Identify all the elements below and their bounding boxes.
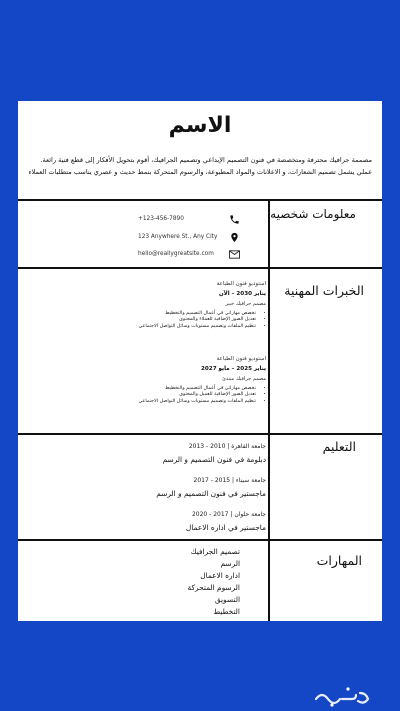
experience-bullets (26, 386, 266, 405)
list-item: • تعديل الصور الإضافية للعملاء والمحتوى (26, 317, 256, 323)
list-item: الرسوم المتحركة (187, 583, 240, 592)
contact-address-row (138, 230, 217, 244)
education-item (26, 511, 266, 532)
list-item: • تنظيم الملفات وتصميم مستويات وسائل التواصل الاجتماعي (26, 399, 256, 405)
education-university: جامعة القاهرة | 2010 - 2013 (188, 443, 266, 450)
list-item: • تعديل الصور الإضافية للعميل والمحتوى (26, 392, 256, 398)
divider (18, 433, 382, 435)
divider (18, 267, 382, 269)
divider (18, 199, 382, 201)
education-university: جامعة حلوان | 2017 - 2020 (191, 511, 266, 518)
contact-title: معلومات شخصيه (270, 207, 356, 221)
mail-icon (227, 247, 241, 261)
list-item: التسويق (214, 595, 240, 604)
list-item: • تخصص مهاراتي في أعمال التصميم والتخطيط (26, 386, 256, 392)
experience-bullets (26, 311, 266, 330)
phone-icon (227, 212, 241, 226)
email-text: hello@reallygreatsite.com (138, 251, 214, 257)
experience-item (26, 281, 266, 330)
resume-name: الاسم (168, 113, 232, 138)
experience-period: يناير 2030 – الآن (218, 291, 266, 297)
experience-title: الخبرات المهنية (284, 283, 364, 298)
education-degree: ماجستير في اداره الاعمال (185, 523, 266, 532)
experience-studio: استوديو فنون الطباعة (216, 356, 266, 362)
skills-title: المهارات (316, 553, 362, 568)
list-item: الرسم (220, 559, 240, 568)
contact-email-row (138, 247, 214, 261)
watermark-logo (312, 683, 376, 711)
divider (18, 539, 382, 541)
experience-studio: استوديو فنون الطباعة (216, 281, 266, 287)
list-item: • تنظيم الملفات وتصميم مستويات وسائل التواصل الاجتماعي (26, 324, 256, 330)
education-item (26, 443, 266, 464)
education-degree: دبلومة في فنون التصميم و الرسم (162, 455, 266, 464)
column-divider (268, 199, 270, 621)
education-degree: ماجستير في فنون التصميم و الرسم (156, 489, 266, 498)
list-item: التخطيط (213, 607, 240, 616)
list-item: • تخصص مهاراتي في أعمال التصميم والتخطيط (26, 311, 256, 317)
list-item: تصميم الجرافيك (190, 547, 240, 556)
location-pin-icon (227, 230, 241, 244)
experience-role: مصمم جرافيك خبير (225, 301, 266, 307)
intro-text: مصممة جرافيك محترفة ومتخصصة في فنون التصميم الإبداعي وتصميم الجرافيك، أقوم بتحويل الأفكار إلى قطع فنية رائعة. عملي يشمل تصميم الشعارات، و الاعلانات والمواد المطبوعة، والرسوم المتحركة بنمط حديث و عصري يناسب متطلبات العملاء (28, 156, 372, 176)
experience-item (26, 356, 266, 405)
experience-period: يناير 2025 – مايو 2027 (201, 366, 266, 372)
contact-phone-row (138, 212, 184, 226)
education-item (26, 477, 266, 498)
experience-role: مصمم جرافيك مبتدئ (222, 376, 266, 382)
phone-text: +123-456-7890 (138, 216, 184, 222)
education-university: جامعة سيناء | 2015 - 2017 (193, 477, 266, 484)
resume-page (18, 101, 382, 621)
education-title: التعليم (322, 439, 356, 454)
address-text: 123 Anywhere St., Any City (138, 234, 218, 240)
skills-list (188, 546, 240, 618)
list-item: اداره الاعمال (200, 571, 240, 580)
